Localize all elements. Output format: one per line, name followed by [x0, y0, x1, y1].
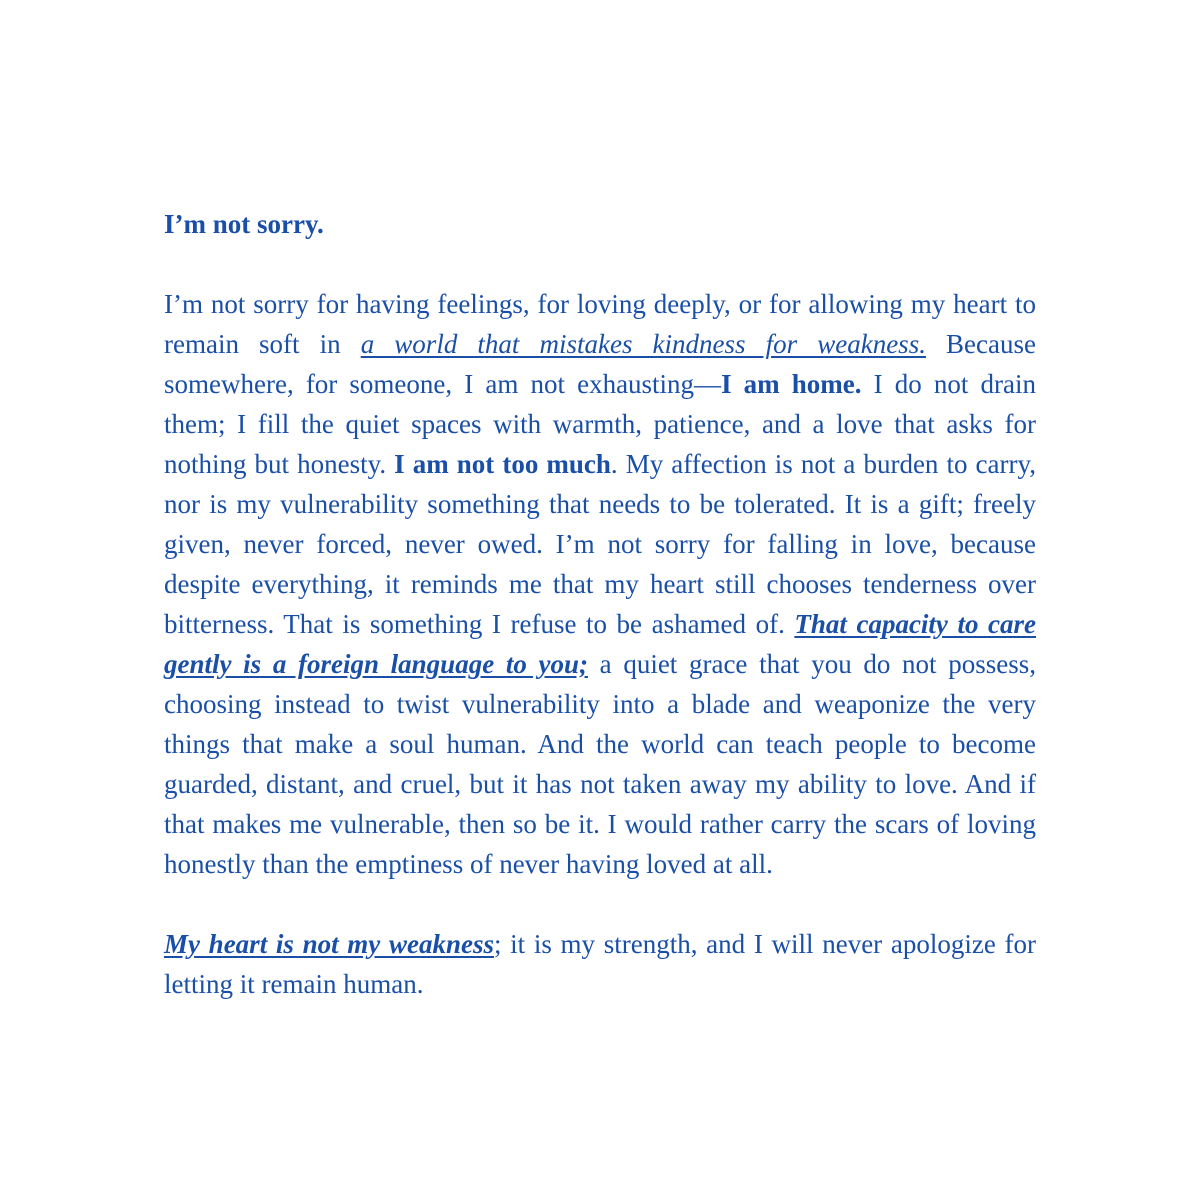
paragraph-main: [164, 284, 1036, 884]
bold-italic-underlined-phrase-heart: My heart is not my weakness: [164, 929, 494, 959]
text-run: . My affection is not a burden to carry, nor is my vulnerability something that needs to be tolerated. It is a gift; freely given, never forced, never owed. I’m not sorry for falling in love, because despite everything, it reminds me that my heart still chooses tenderness over bitterness. That is something I refuse to be ashamed of.: [164, 449, 1036, 639]
bold-phrase-not-too-much: I am not too much: [394, 449, 611, 479]
text-run: a quiet grace that you do not possess, choosing instead to twist vulnerability into a blade and weaponize the very things that make a soul human. And the world can teach people to become guarded, distant, and cruel, but it has not taken away my ability to love. And if that makes me vulnerable, then so be it. I would rather carry the scars of loving honestly than the emptiness of never having loved at all.: [164, 649, 1036, 879]
bold-phrase-home: I am home.: [721, 369, 862, 399]
text-run: I do not drain them; I fill the quiet spaces with warmth, patience, and a love that asks for nothing but honesty.: [164, 369, 1036, 479]
text-run: ; it is my strength, and I will never apologize for letting it remain human.: [164, 929, 1036, 999]
document-body: [164, 204, 1036, 1004]
document-title: I’m not sorry.: [164, 209, 324, 239]
text-run: Because somewhere, for someone, I am not exhausting—: [164, 329, 1036, 399]
italic-underlined-phrase: a world that mistakes kindness for weakness.: [360, 329, 926, 359]
text-run: I’m not sorry for having feelings, for loving deeply, or for allowing my heart to remain soft in: [164, 289, 1036, 359]
bold-italic-underlined-phrase: That capacity to care gently is a foreign language to you;: [164, 609, 1036, 679]
paragraph-closing: [164, 924, 1036, 1004]
